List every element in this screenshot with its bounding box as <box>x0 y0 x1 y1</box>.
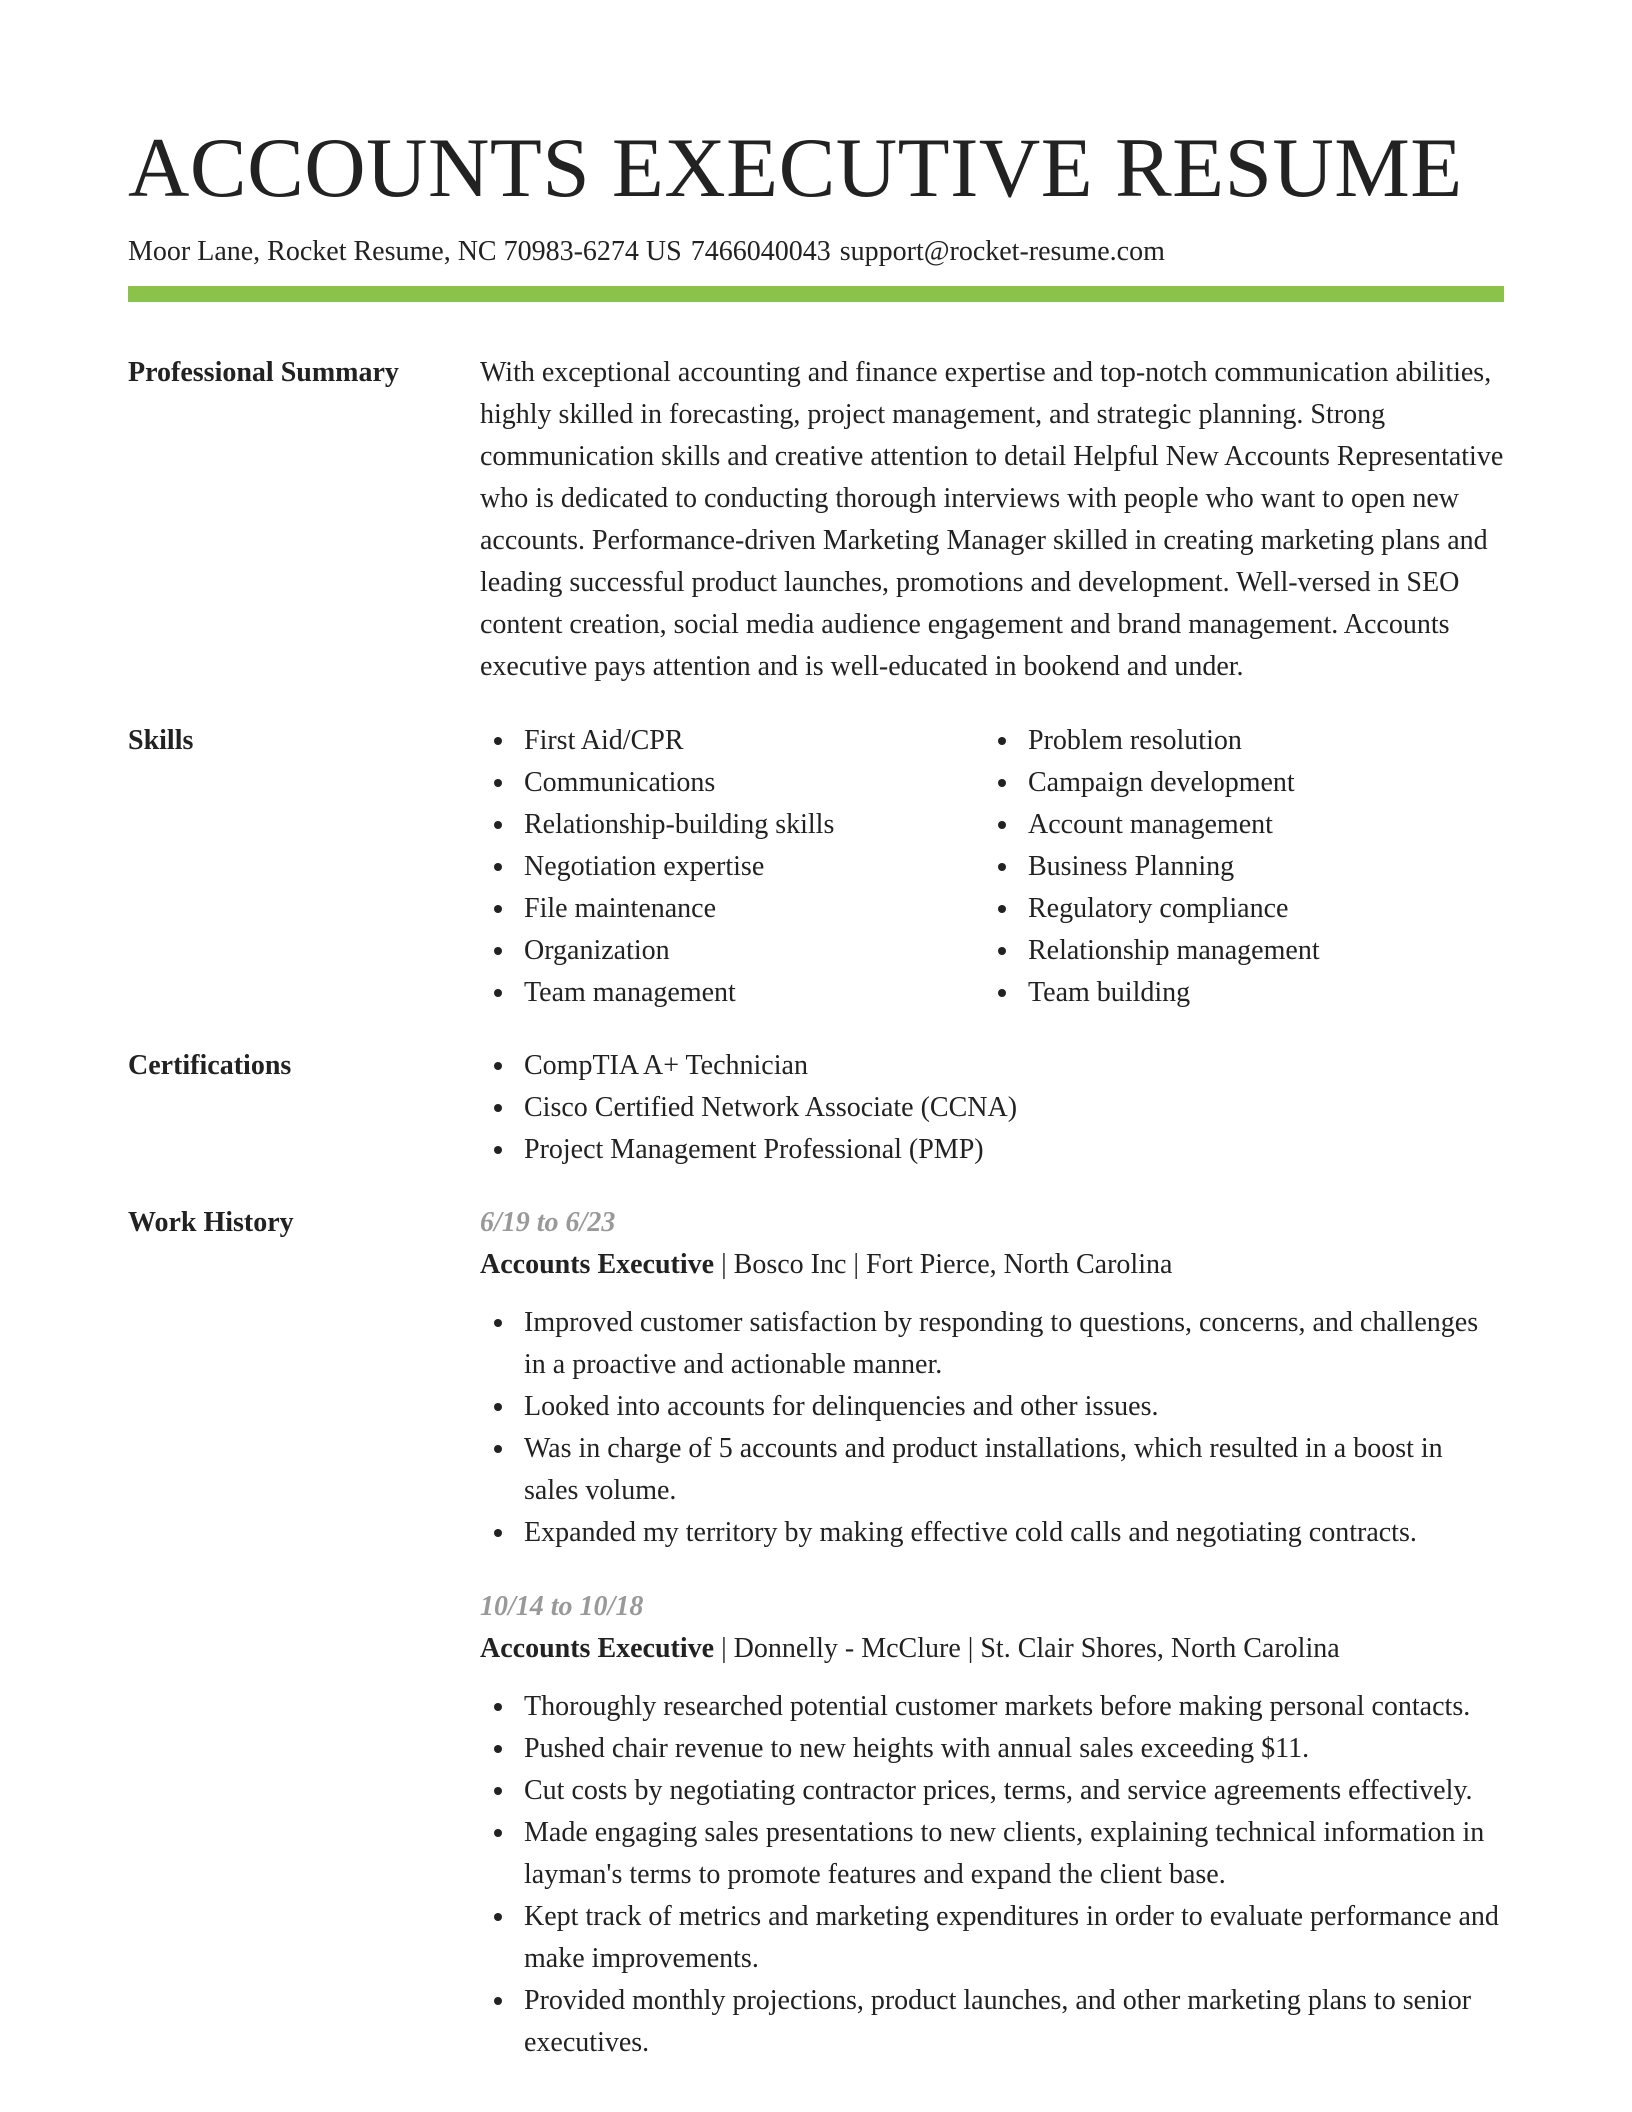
skill-item: Regulatory compliance <box>984 888 1488 930</box>
skill-item: Organization <box>480 930 984 972</box>
job-heading <box>480 1244 1504 1286</box>
skill-item: Problem resolution <box>984 720 1488 762</box>
job-duty: Made engaging sales presentations to new clients, explaining technical information in layman's terms to promote features and expand the client base. <box>480 1812 1504 1896</box>
summary-text: With exceptional accounting and finance expertise and top-notch communication abilities, highly skilled in forecasting, project management, and strategic planning. Strong communication skills and creative attention to detail Helpful New Accounts Representative who is dedicated to conducting thorough interviews with people who want to open new accounts. Performance-driven Marketing Manager skilled in creating marketing plans and leading successful product launches, promotions and development. Well-versed in SEO content creation, social media audience engagement and brand management. Accounts executive pays attention and is well-educated in bookend and under. <box>480 357 1504 682</box>
skill-item: Negotiation expertise <box>480 846 984 888</box>
skills-list-left <box>480 720 984 1014</box>
address: Moor Lane, Rocket Resume, NC 70983-6274 US <box>128 236 682 267</box>
job-dates: 6/19 to 6/23 <box>480 1207 616 1238</box>
certification-item: Project Management Professional (PMP) <box>480 1129 1504 1171</box>
skill-item: File maintenance <box>480 888 984 930</box>
job-duty: Provided monthly projections, product launches, and other marketing plans to senior executives. <box>480 1980 1504 2064</box>
certifications-list <box>480 1045 1504 1171</box>
summary-heading: Professional Summary <box>128 357 399 388</box>
job-duty: Pushed chair revenue to new heights with annual sales exceeding $11. <box>480 1728 1504 1770</box>
skill-item: Team management <box>480 972 984 1014</box>
skill-item: Account management <box>984 804 1488 846</box>
job-duties-list <box>480 1686 1504 2064</box>
header-divider <box>128 286 1504 302</box>
skill-item: Business Planning <box>984 846 1488 888</box>
job-heading <box>480 1628 1504 1670</box>
job-duty: Improved customer satisfaction by responding to questions, concerns, and challenges in a proactive and actionable manner. <box>480 1302 1504 1386</box>
skill-item: Communications <box>480 762 984 804</box>
job-employer-location: | Bosco Inc | Fort Pierce, North Carolina <box>714 1249 1173 1280</box>
job-duty: Kept track of metrics and marketing expenditures in order to evaluate performance and make improvements. <box>480 1896 1504 1980</box>
job-duty: Looked into accounts for delinquencies and other issues. <box>480 1386 1504 1428</box>
job-dates: 10/14 to 10/18 <box>480 1591 644 1622</box>
skills-list-right <box>984 720 1488 1014</box>
certifications-heading: Certifications <box>128 1050 292 1081</box>
job-title: Accounts Executive <box>480 1633 715 1664</box>
work-history-section <box>128 1202 1504 2064</box>
resume-title: ACCOUNTS EXECUTIVE RESUME <box>128 121 1463 215</box>
skill-item: Relationship management <box>984 930 1488 972</box>
certification-item: Cisco Certified Network Associate (CCNA) <box>480 1087 1504 1129</box>
phone: 7466040043 <box>690 236 831 267</box>
skill-item: Campaign development <box>984 762 1488 804</box>
resume-page <box>128 0 1504 2064</box>
skill-item: First Aid/CPR <box>480 720 984 762</box>
job-entry <box>480 1202 1504 1554</box>
job-duty: Thoroughly researched potential customer markets before making personal contacts. <box>480 1686 1504 1728</box>
email: support@rocket-resume.com <box>839 236 1165 267</box>
skill-item: Team building <box>984 972 1488 1014</box>
certifications-section <box>128 1045 1504 1171</box>
work-history-heading: Work History <box>128 1207 294 1238</box>
job-employer-location: | Donnelly - McClure | St. Clair Shores, North Carolina <box>714 1633 1340 1664</box>
job-duty: Expanded my territory by making effective cold calls and negotiating contracts. <box>480 1512 1504 1554</box>
job-duty: Cut costs by negotiating contractor prices, terms, and service agreements effectively. <box>480 1770 1504 1812</box>
job-duties-list <box>480 1302 1504 1554</box>
job-title: Accounts Executive <box>480 1249 715 1280</box>
skills-heading: Skills <box>128 725 194 756</box>
job-duty: Was in charge of 5 accounts and product installations, which resulted in a boost in sales volume. <box>480 1428 1504 1512</box>
certification-item: CompTIA A+ Technician <box>480 1045 1504 1087</box>
skills-section <box>128 720 1504 1014</box>
summary-section <box>128 352 1504 688</box>
skill-item: Relationship-building skills <box>480 804 984 846</box>
contact-line <box>128 234 1504 270</box>
job-entry <box>480 1586 1504 2064</box>
